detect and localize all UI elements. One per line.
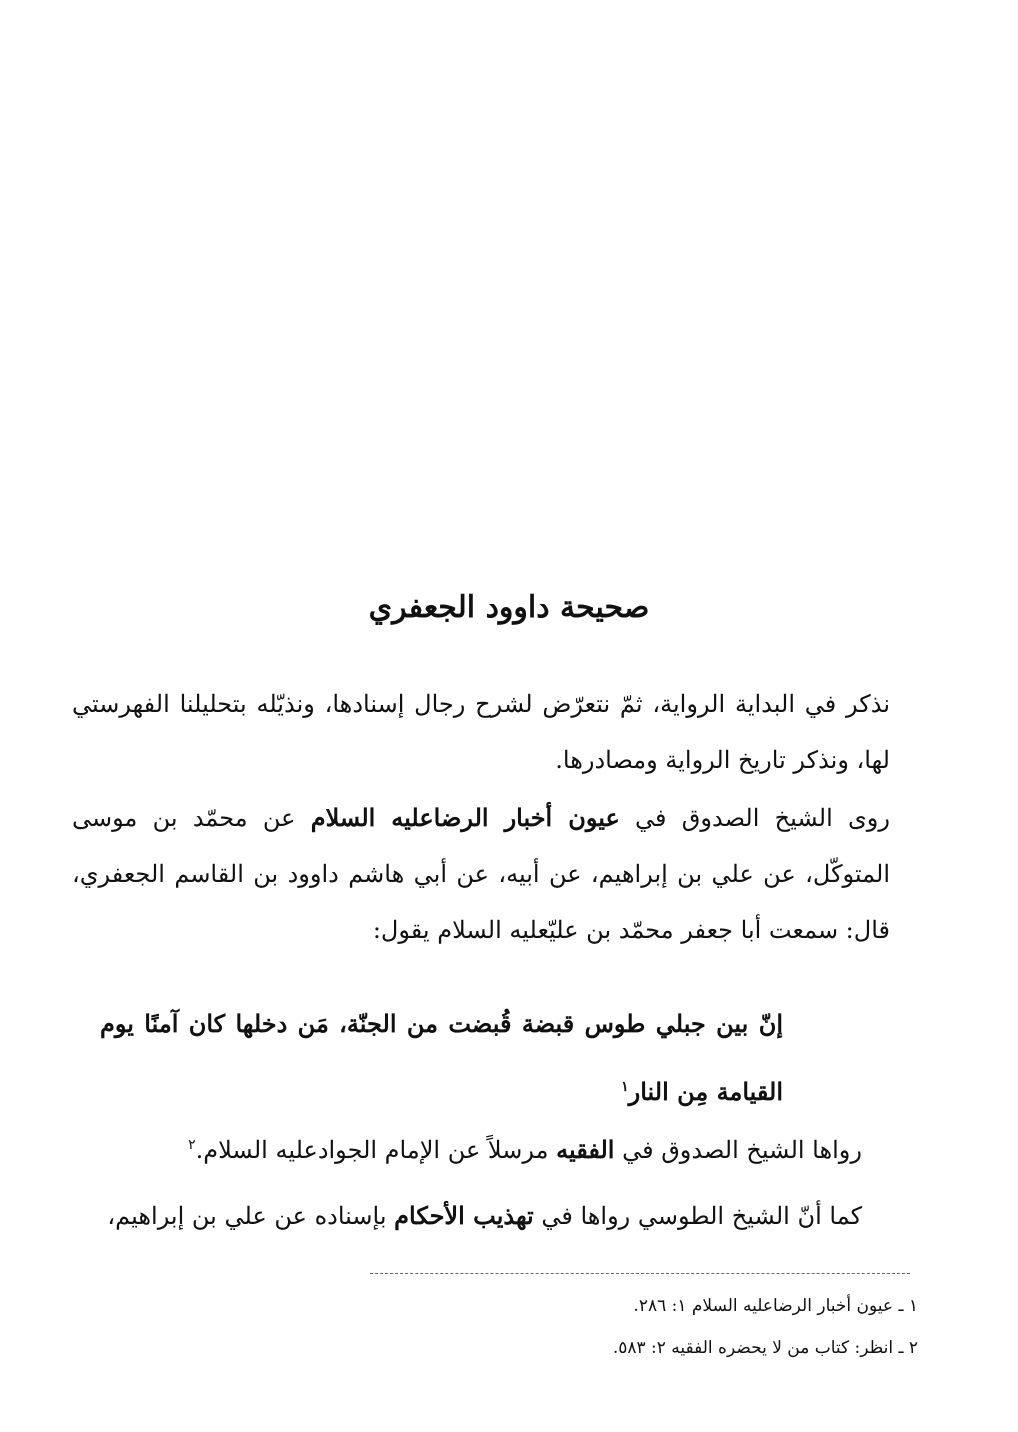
sadouq-text-2: مرسلاً عن الإمام الجوادعليه السلام. [195, 1136, 557, 1164]
sadouq-text-1: رواها الشيخ الصدوق في [614, 1136, 862, 1164]
footnote-1: ١ ـ عيون أخبار الرضاعليه السلام ١: ٢٨٦. [633, 1296, 918, 1316]
riwaya-book-title: عيون أخبار الرضاعليه السلام [310, 803, 620, 832]
riwaya-paragraph [72, 790, 918, 958]
footnote-separator [370, 1273, 910, 1274]
footnote-marker-2: ٢ [188, 1137, 196, 1153]
riwaya-text-2: عن محمّد بن موسى المتوكّل، عن علي بن إبراهيم، عن أبيه، عن أبي هاشم داوود بن القاسم الجعفري، قال: سمعت أبا جعفر محمّد بن عليّ [72, 804, 891, 944]
section-title: صحيحة داوود الجعفري [368, 590, 650, 625]
tusi-text-2: بإسناده عن علي بن إبراهيم، [107, 1202, 395, 1230]
tusi-text-1: كما أنّ الشيخ الطوسي رواها في [533, 1202, 862, 1230]
hadith-quote [100, 990, 783, 1126]
intro-paragraph: نذكر في البداية الرواية، ثمّ نتعرّض لشرح رجال إسنادها، ونذيّله بتحليلنا الفهرستي لها، ونذكر تاريخ الرواية ومصادرها. [72, 690, 890, 774]
riwaya-text-3: عليه السلام يقول: [372, 916, 550, 944]
footnote-marker-1: ١ [621, 1079, 629, 1095]
sadouq-paragraph [72, 1130, 890, 1170]
riwaya-text-1: روى الشيخ الصدوق في [619, 804, 890, 832]
hadith-text: إنّ بين جبلي طوس قبضة قُبضت من الجنّة، مَن دخلها كان آمنًا يوم القيامة مِن النار [100, 1009, 783, 1106]
faqih-book-title: الفقيه [556, 1135, 615, 1164]
tusi-paragraph [72, 1196, 890, 1236]
tahdhib-book-title: تهذيب الأحكام [394, 1201, 534, 1230]
footnote-2: ٢ ـ انظر: كتاب من لا يحضره الفقيه ٢: ٥٨٣. [612, 1338, 918, 1358]
